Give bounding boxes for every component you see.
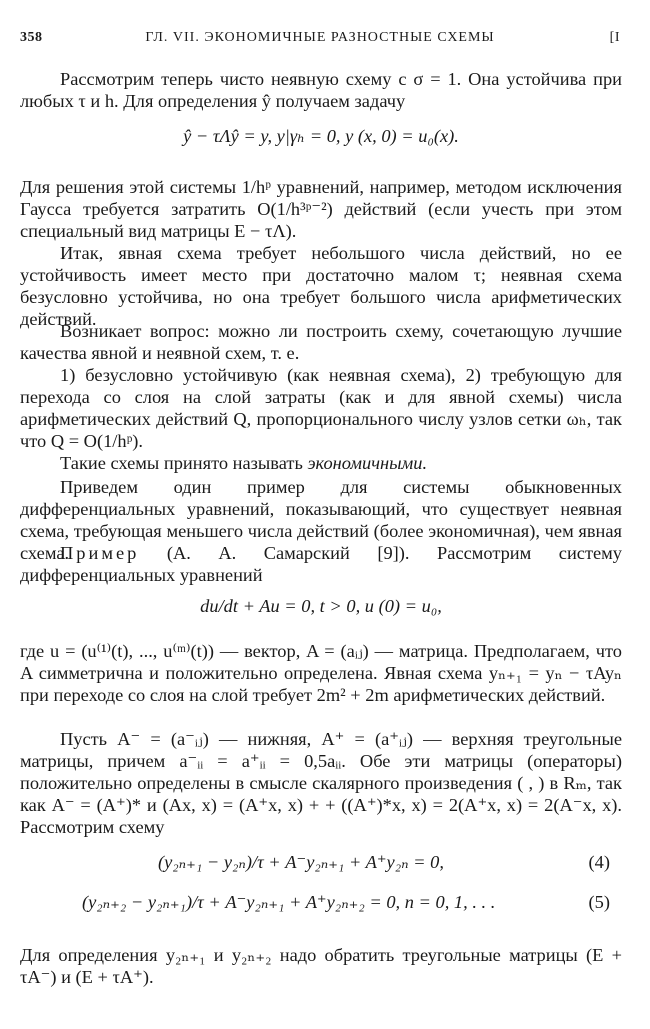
paragraph-example-intro: Приведем один пример для системы обыкновенных дифференциальных уравнений, показывающий, что существует неявная схема, требующая меньшего числа действий (более экономичная), чем явная схема. <box>20 477 622 563</box>
paragraph-economical <box>20 452 622 474</box>
paragraph-question: Возникает вопрос: можно ли построить схему, сочетающую лучшие качества явной и неявной схем, т. е. <box>20 321 622 363</box>
equation-5-expression: (y₂ₙ₊₂ − y₂ₙ₊₁)/τ + A⁻y₂ₙ₊₁ + A⁺y₂ₙ₊₂ = 0, n = 0, 1, . . . <box>82 892 496 912</box>
equation-4-expression: (y₂ₙ₊₁ − y₂ₙ)/τ + A⁻y₂ₙ₊₁ + A⁺y₂ₙ = 0, <box>158 852 444 872</box>
equation-4-number: (4) <box>588 852 610 872</box>
equation-5-number: (5) <box>588 892 610 912</box>
economical-term: экономичными. <box>307 453 428 473</box>
formula-ode-system: du/dt + Au = 0, t > 0, u (0) = u₀, <box>200 596 442 616</box>
running-title: ГЛ. VII. ЭКОНОМИЧНЫЕ РАЗНОСТНЫЕ СХЕМЫ <box>145 30 495 45</box>
paragraph-vector-matrix: где u = (u⁽¹⁾(t), ..., u⁽ᵐ⁾(t)) — вектор, A = (aᵢⱼ) — матрица. Предполагаем, что A симметрична и положительно определена. Явная схема yₙ₊₁ = yₙ − τAyₙ при переходе со слоя на слой требует 2m² + 2m арифметических действий. <box>20 641 622 705</box>
example-label: Пример <box>60 543 140 563</box>
paragraph-triangular: Пусть A⁻ = (a⁻ᵢⱼ) — нижняя, A⁺ = (a⁺ᵢⱼ) — верхняя треугольные матрицы, причем a⁻ᵢᵢ = a⁺ᵢᵢ = 0,5aᵢᵢ. Обе эти матрицы (операторы) положительно определены в смысле скалярного произведения ( , ) в Rₘ, так как A⁻ = (A⁺)* и (Ax, x) = (A⁺x, x) + + ((A⁺)*x, x) = 2(A⁺x, x) = 2(A⁻x, x). Рассмотрим схему <box>20 729 622 837</box>
page-number: 358 <box>20 30 43 45</box>
paragraph-summary: Итак, явная схема требует небольшого числа действий, но ее устойчивость имеет место при достаточно малом τ; неявная схема безусловно устойчива, но она требует большого числа арифметических действий. <box>20 243 622 329</box>
paragraph-example <box>20 542 622 586</box>
section-mark: [I <box>609 30 620 45</box>
paragraph-implicit-scheme: Рассмотрим теперь чисто неявную схему с σ = 1. Она устойчива при любых τ и h. Для определения ŷ получаем задачу <box>20 69 622 111</box>
paragraph-invert-matrices: Для определения y₂ₙ₊₁ и y₂ₙ₊₂ надо обратить треугольные матрицы (E + τA⁻) и (E + τA⁺). <box>20 945 622 987</box>
example-text: (А. А. Самарский [9]). Рассмотрим систему дифференциальных уравнений <box>20 543 622 585</box>
paragraph-gauss-cost: Для решения этой системы 1/hᵖ уравнений, например, методом исключения Гаусса требуется затратить O(1/h³ᵖ⁻²) действий (если учесть при этом специальный вид матрицы E − τΛ). <box>20 177 622 241</box>
economical-lead: Такие схемы принято называть <box>60 453 308 473</box>
paragraph-requirements: 1) безусловно устойчивую (как неявная схема), 2) требующую для перехода со слоя на слой затраты (как и для явной схемы) числа арифметических действий Q, пропорционального числу узлов сетки ωₕ, так что Q = O(1/hᵖ). <box>20 365 622 451</box>
running-header <box>20 30 620 52</box>
formula-implicit-problem: ŷ − τΛŷ = y, y|γₕ = 0, y (x, 0) = u₀(x). <box>183 126 459 146</box>
